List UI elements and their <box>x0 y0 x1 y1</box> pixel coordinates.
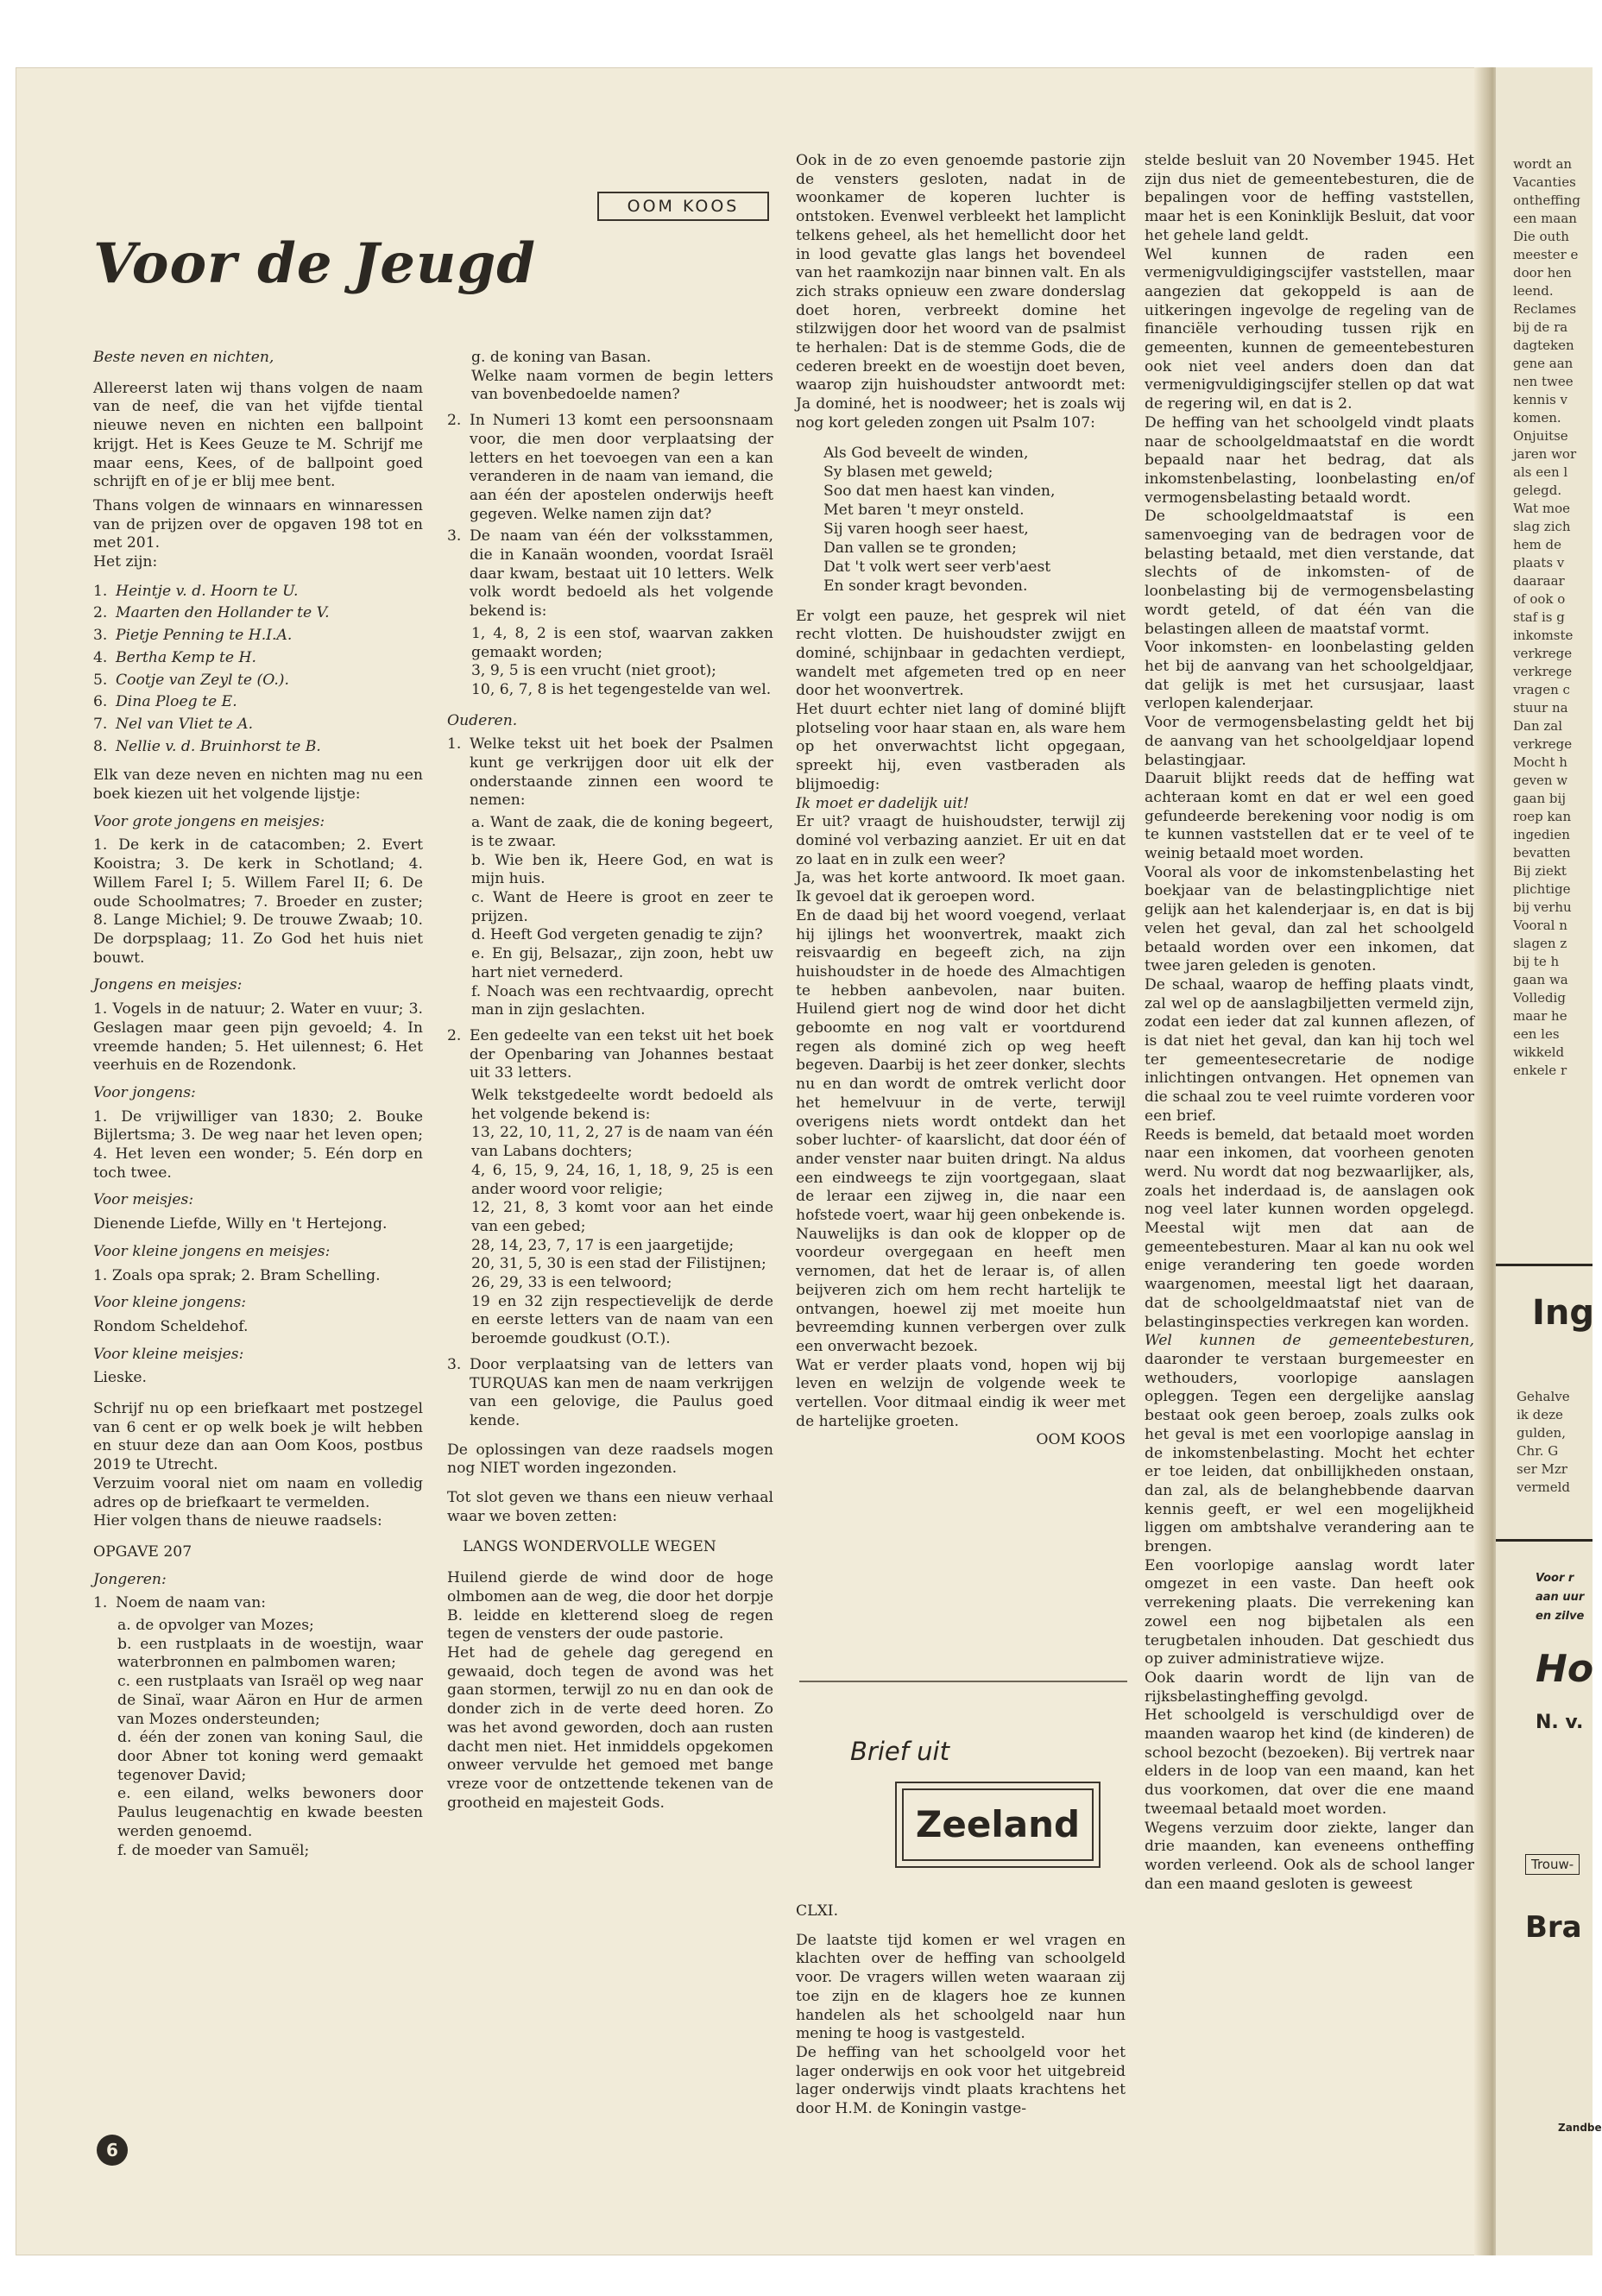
list-item: 28, 14, 23, 7, 17 is een jaargetijde; <box>471 1236 735 1254</box>
letter-paragraph: Daaruit blijkt reeds dat de heffing wat achteraan komt en dat er wel een goed gefundeerde berekening voor nodig is om te kunnen vaststellen dat er te veel of te weinig betaald moet worden. <box>1145 770 1474 863</box>
adjacent-page-line: een maan <box>1513 211 1577 226</box>
adjacent-page-line: wordt an <box>1513 156 1573 172</box>
story-paragraph: En de daad bij het woord voegend, verlaat hij ijlings het woonvertrek, maakt zich reisvaardig en begeeft zich, na zijn huishoudster in de hoede des Almachtigen te hebben aanbevolen, naar buiten. Huilend giert nog de wind door het dicht geboomte en nog valt er voortdurend regen als dominé zich op weg heeft begeven. Daarbij is het zeer donker, slechts nu en dan wordt de omtrek verlicht door het hemelvuur in de verte, terwijl overigens niets wordt ontdekt dan het sober luchter- of kaarslicht, dat door één of ander venster naar buiten dringt. Na aldus een eindweegs te zijn voortgegaan, slaat de leraar een zijweg in, die naar een hofstede voert, waar hij geen onbekende is. Nauwelijks is dan ook de klopper op de voordeur overgegaan en heeft men vernomen, dat het de leraar is, of allen beijveren zich om hem recht hartelijk te ontvangen, hoewel zij met moeite hun bevreemding kunnen verbergen over zulk een onverwacht bezoek. <box>796 906 1126 1355</box>
list-item: 1. Heintje v. d. Hoorn te U. <box>93 582 299 600</box>
list-item: e. En gij, Belsazar,, zijn zoon, hebt uw hart niet vernederd. <box>471 945 773 981</box>
question-list <box>447 1356 773 1431</box>
adjacent-page-line: staf is g <box>1513 609 1565 625</box>
adjacent-page-line: Onjuitse <box>1513 428 1568 444</box>
list-item: 6. Dina Ploeg te E. <box>93 693 237 711</box>
ad-line: aan uur <box>1536 1591 1585 1604</box>
winners-label: Het zijn: <box>93 553 158 571</box>
list-item: b. een rustplaats in de woestijn, waar waterbronnen en palmbomen waren; <box>117 1635 423 1672</box>
adjacent-page-line: verkrege <box>1513 736 1573 752</box>
poem-line: Dat 't volk wert seer verb'aest <box>823 558 1051 576</box>
adjacent-page-line: Dan zal <box>1513 718 1563 734</box>
story-title: LANGS WONDERVOLLE WEGEN <box>463 1538 716 1556</box>
adjacent-page-line: hem de <box>1513 537 1562 552</box>
list-item: 3. Pietje Penning te H.I.A. <box>93 627 293 645</box>
adjacent-page-line: stuur na <box>1513 700 1568 716</box>
list-item: 12, 21, 8, 3 komt voor aan het einde van een gebed; <box>471 1199 773 1235</box>
adjacent-page-line: Die outh <box>1513 229 1569 244</box>
adjacent-page-line: gaan wa <box>1513 972 1568 987</box>
adjacent-page-line: verkrege <box>1513 646 1573 661</box>
column-label: OOM KOOS <box>597 192 769 221</box>
list-item: 3, 9, 5 is een vrucht (niet groot); <box>471 662 716 680</box>
letter-paragraph: Ook daarin wordt de lijn van de rijksbelastingheffing gevolgd. <box>1145 1668 1474 1706</box>
ad-rule <box>1496 1539 1593 1542</box>
adjacent-page-line: bij de ra <box>1513 319 1568 335</box>
list-item: 4, 6, 15, 9, 24, 16, 1, 18, 9, 25 is een ander woord voor religie; <box>471 1161 773 1198</box>
adjacent-page-line: Reclames <box>1513 301 1577 317</box>
adjacent-page-line: Bij ziekt <box>1513 863 1567 879</box>
story-paragraph: Het had de gehele dag geregend en gewaaid, doch tegen de avond was het gaan stormen, terwijl zo nu en dan ook de donder zich in de verte deed horen. Zo was het avond geworden, doch aan rusten dacht men niet. Het inmiddels opgekomen onweer vervulde het gemoed met bange vreze voor de ontzettende tekenen van de grootheid en majesteit Gods. <box>447 1644 773 1812</box>
ad-line: en zilve <box>1536 1610 1585 1623</box>
roman-numeral: CLXI. <box>796 1902 839 1920</box>
list-item: 8. Nellie v. d. Bruinhorst te B. <box>93 737 321 755</box>
ouderen-heading: Ouderen. <box>447 711 518 729</box>
column-2 <box>447 349 773 1818</box>
book-group-heading: Jongens en meisjes: <box>93 976 243 994</box>
adjacent-page-line: bij te h <box>1513 954 1560 969</box>
question-subitems <box>117 1617 423 1860</box>
book-group-text: Dienende Liefde, Willy en 't Hertejong. <box>93 1215 388 1233</box>
adjacent-page-line: plichtige <box>1513 881 1571 897</box>
ad-line: gulden, <box>1517 1425 1566 1441</box>
list-item: 3. Door verplaatsing van de letters van TURQUAS kan men de naam verkrijgen van een gelovige, die Paulus goed kende. <box>447 1355 773 1429</box>
story-paragraph: Er volgt een pauze, het gesprek wil niet recht vlotten. De huishoudster zwijgt en dominé, schijnbaar in gedachten verdiept, wandelt met afgemeten tred op en neer door het woonvertrek. <box>796 607 1126 700</box>
book-group-heading: Voor jongens: <box>93 1083 196 1101</box>
ad-text: N. v. <box>1536 1712 1584 1733</box>
column-3-letter <box>796 1902 1126 2124</box>
adjacent-page-line: bevatten <box>1513 845 1571 861</box>
ad-text <box>1517 1388 1570 1497</box>
adjacent-page-text <box>1513 155 1580 1080</box>
book-group-text: 1. De vrijwilliger van 1830; 2. Bouke Bijlertsma; 3. De weg naar het leven open; 4. Het leven een wonder; 5. Eén dorp en toch twee. <box>93 1107 423 1182</box>
brief-uit-heading: Brief uit <box>850 1737 949 1766</box>
adjacent-page-line: wikkeld <box>1513 1044 1565 1060</box>
list-item: Welke naam vormen de begin letters van bovenbedoelde namen? <box>471 367 773 404</box>
ad-line: Gehalve <box>1517 1389 1570 1404</box>
list-item: 5. Cootje van Zeyl te (O.). <box>93 671 289 689</box>
adjacent-page-line: door hen <box>1513 265 1572 281</box>
list-item: 4. Bertha Kemp te H. <box>93 648 257 666</box>
list-item: a. de opvolger van Mozes; <box>117 1617 314 1635</box>
book-group-heading: Voor kleine jongens en meisjes: <box>93 1242 331 1260</box>
ad-heading: Ing <box>1532 1293 1594 1333</box>
list-item: 7. Nel van Vliet te A. <box>93 715 254 733</box>
ad-line: vermeld <box>1517 1479 1571 1495</box>
ad-text: Trouw- <box>1525 1854 1580 1875</box>
poem-line: Soo dat men haest kan vinden, <box>823 482 1056 500</box>
poem-line: Sij varen hoogh seer haest, <box>823 520 1029 538</box>
list-item: 2. In Numeri 13 komt een persoonsnaam voor, die men door verplaatsing der letters en het toevoegen van een a kan veranderen in de naam van iemand, die aan één der apostelen onderwijs heeft gegeven. Welke namen zijn dat? <box>447 412 773 523</box>
adjacent-page-line: Wat moe <box>1513 501 1570 516</box>
adjacent-page-line: nen twee <box>1513 374 1574 389</box>
opgave-heading: OPGAVE 207 <box>93 1542 192 1561</box>
list-item: b. Wie ben ik, Heere God, en wat is mijn huis. <box>471 851 773 888</box>
adjacent-page-line: Mocht h <box>1513 754 1567 770</box>
letter-paragraph: De heffing van het schoolgeld voor het lager onderwijs en ook voor het uitgebreid lager onderwijs vindt plaats krachtens het door H.M. de Koningin vastge- <box>796 2043 1126 2118</box>
jongeren-heading: Jongeren: <box>93 1570 167 1588</box>
letter-paragraph <box>1145 1332 1474 1556</box>
adjacent-page <box>1496 67 1602 2255</box>
section-divider <box>799 1681 1127 1682</box>
adjacent-page-line: leend. <box>1513 283 1554 299</box>
adjacent-page-line: gelegd. <box>1513 483 1562 498</box>
adjacent-page-line: dagteken <box>1513 337 1574 353</box>
question-list <box>447 735 773 811</box>
ad-line: Voor r <box>1536 1572 1574 1585</box>
book-group-text: 1. Zoals opa sprak; 2. Bram Schelling. <box>93 1266 381 1284</box>
list-item: 2. Maarten den Hollander te V. <box>93 604 330 622</box>
poem-line: En sonder kragt bevonden. <box>823 577 1028 595</box>
adjacent-page-line: ontheffing <box>1513 192 1580 208</box>
list-item: e. een eiland, welks bewoners door Paulus leugenachtig en kwade beesten werden genoemd. <box>117 1785 423 1840</box>
adjacent-page-line: maar he <box>1513 1008 1567 1024</box>
question-subitems <box>471 349 773 405</box>
book-group-text: 1. Vogels in de natuur; 2. Water en vuur; 3. Geslagen maar geen pijn gevoeld; 4. In vreemde handen; 5. Het uilennest; 6. Het veerhuis en de Rozendonk. <box>93 1000 423 1075</box>
story-paragraph: Ook in de zo even genoemde pastorie zijn de vensters gesloten, nadat in de woonkamer de koperen luchter is ontstoken. Evenwel verbleekt het lamplicht telkens geheel, als het hemellicht door het in lood gevatte glas langs het bovendeel van het raamkozijn naar binnen valt. En als zich straks opnieuw een zware donderslag doet horen, verbreekt domine het stilzwijgen door het woord van de psalmist te herhalen: Dat is de stemme Gods, die de cederen breekt en de woestijn doet beven, waarop zijn huishoudster antwoordt met: Ja dominé, het is noodweer; het is zoals wij nog kort geleden zongen uit Psalm 107: <box>796 152 1126 432</box>
adjacent-page-line: of ook o <box>1513 591 1566 607</box>
paragraph-text: daaronder te verstaan burgemeester en wethouders, voorlopige aanslagen opleggen. Tegen een dergelijke aanslag bestaat ook geen beroep, zoals zulks ook het geval is met een voorlopige aanslag in de inkomstenbelasting. Mocht het echter er toe leiden, dat onbillijkheden onstaan, dan zal, als de belanghebbende daarvan kennis geeft, er wel een mogelijkheid liggen om ambtshalve verandering aan te brengen. <box>1145 1351 1474 1556</box>
question-list <box>447 412 773 621</box>
adjacent-page-line: slagen z <box>1513 936 1567 951</box>
story-paragraph: Er uit? vraagt de huishoudster, terwijl zij dominé vol verbazing aanziet. Er uit en dat zo laat en in zulk een weer? <box>796 813 1126 868</box>
list-item: 20, 31, 5, 30 is een stad der Filistijnen; <box>471 1255 766 1273</box>
book-group-heading: Voor kleine meisjes: <box>93 1345 244 1363</box>
ad-heading: Bra <box>1525 1910 1582 1945</box>
question-subitems <box>471 814 773 1020</box>
book-group-text: Lieske. <box>93 1369 147 1387</box>
poem-line: Sy blasen met geweld; <box>823 463 993 481</box>
letter-paragraph: Wegens verzuim door ziekte, langer dan drie maanden, kan eveneens ontheffing worden verleend. Ook als de school langer dan een maand gesloten is geweest <box>1145 1819 1474 1893</box>
ad-line: ser Mzr <box>1517 1461 1567 1477</box>
adjacent-page-line: Vooral n <box>1513 918 1567 933</box>
book-group-heading: Voor grote jongens en meisjes: <box>93 812 325 830</box>
ad-rule <box>1496 1264 1593 1266</box>
book-group-heading: Voor meisjes: <box>93 1191 194 1209</box>
zeeland-heading: Zeeland <box>902 1788 1094 1861</box>
ad-text: Zandbe <box>1558 2122 1602 2134</box>
poem-line: Met baren 't meyr onsteld. <box>823 501 1025 519</box>
list-item: 3. De naam van één der volksstammen, die in Kanaän woonden, voordat Israël daar kwam, bestaat uit 10 letters. Welk volk wordt bedoeld als het volgende bekend is: <box>447 527 773 621</box>
list-item: 2. Een gedeelte van een tekst uit het boek der Openbaring van Johannes bestaat uit 33 letters. <box>447 1026 773 1082</box>
letter-paragraph: De schaal, waarop de heffing plaats vindt, zal wel op de aanslagbiljetten vermeld zijn, zodat een ieder dat zal kunnen aflezen, of is dat niet het geval, dan kan hij toch wel ter gemeentesecretarie de nodige inlichtingen ontvangen. Het opnemen van die schaal zou te veel ruimte vorderen voor een brief. <box>1145 975 1474 1125</box>
adjacent-page-line: Vacanties <box>1513 174 1576 190</box>
story-paragraph: Ja, was het korte antwoord. Ik moet gaan. Ik gevoel dat ik geroepen word. <box>796 869 1126 906</box>
ad-logo: Ho <box>1536 1647 1594 1691</box>
list-item: 1. Welke tekst uit het boek der Psalmen kunt ge verkrijgen door uit elk der onderstaande zinnen een woord te nemen: <box>447 735 773 810</box>
question-subitems <box>471 1087 773 1349</box>
ad-line: Chr. G <box>1517 1443 1559 1459</box>
adjacent-page-line: meester e <box>1513 247 1579 262</box>
question-list <box>93 1594 423 1613</box>
poem-line: Dan vallen se te gronden; <box>823 539 1017 557</box>
page-title: Voor de Jeugd <box>93 231 536 296</box>
letter-paragraph: Het schoolgeld is verschuldigd over de maanden waarop het kind (de kinderen) de school bezocht (bezoeken). Bij vertrek naar elders in de loop van een maand, kan het dus voorkomen, dat over die ene maand tweemaal betaald moet worden. <box>1145 1706 1474 1818</box>
list-item: 10, 6, 7, 8 is het tegengestelde van wel. <box>471 680 772 698</box>
new-puzzles-intro: Hier volgen thans de nieuwe raadsels: <box>93 1512 382 1530</box>
adjacent-page-line: bij verhu <box>1513 899 1572 915</box>
adjacent-page-line: enkele r <box>1513 1063 1567 1078</box>
list-item: c. een rustplaats van Israël op weg naar de Sinaï, waar Aäron en Hur de armen van Mozes ondersteunden; <box>117 1673 423 1728</box>
list-item: 13, 22, 10, 11, 2, 27 is de naam van één van Labans dochters; <box>471 1124 773 1161</box>
adjacent-page-line: komen. <box>1513 410 1561 426</box>
letter-paragraph: Voor inkomsten- en loonbelasting gelden het bij de aanvang van het schoolgeldjaar, dat gelijk is met het cursusjaar, laast verlopen kalenderjaar. <box>1145 639 1474 713</box>
adjacent-page-line: gene aan <box>1513 356 1574 371</box>
adjacent-page-line: plaats v <box>1513 555 1565 571</box>
list-item: d. één der zonen van koning Saul, die door Abner tot koning werd gemaakt tegenover David; <box>117 1729 423 1784</box>
story-paragraph: Het duurt echter niet lang of dominé blijft plotseling voor haar staan en, als ware hem op het onverwachtst licht opgegaan, spreekt hij, even vastberaden als blijmoedig: <box>796 701 1126 793</box>
list-item: 26, 29, 33 is een telwoord; <box>471 1274 672 1292</box>
letter-paragraph: Reeds is bemeld, dat betaald moet worden naar een inkomen, dat voorheen genoten werd. Nu wordt dat nog bezwaarlijker, als, zoals het inderdaad is, de aanslagen ook nog veel later kunnen worden opgelegd. Meestal wijt men dat aan de gemeentebesturen. Maar al kan nu ook wel enige verandering ten goede worden waargenomen, meestal ligt het daaraan, dat de schoolgeldmaatstaf niet van de belastinginspecties verkregen kan worden. <box>1145 1126 1474 1331</box>
list-item: 1, 4, 8, 2 is een stof, waarvan zakken gemaakt worden; <box>471 624 773 661</box>
story-paragraph: Wat er verder plaats vond, hopen wij bij leven en welzijn de volgende week te vertellen. Voor ditmaal eindig ik weer met de hartelijke groeten. <box>796 1356 1126 1430</box>
signature: OOM KOOS <box>1036 1431 1126 1449</box>
winners-intro: Thans volgen de winnaars en winnaressen van de prijzen over de opgaven 198 tot en met 201. <box>93 496 423 552</box>
letter-paragraph: stelde besluit van 20 November 1945. Het zijn dus niet de gemeentebesturen, die de bepalingen voor de heffing vaststellen, maar het is een Koninklijk Besluit, dat voor het gehele land geldt. <box>1145 152 1474 244</box>
adjacent-page-line: verkrege <box>1513 664 1573 679</box>
question-subitems <box>471 625 773 700</box>
list-item: 19 en 32 zijn respectievelijk de derde en eerste letters van de naam van een beroemde goudkust (O.T.). <box>471 1292 773 1348</box>
letter-paragraph: Een voorlopige aanslag wordt later omgezet in een vaste. Dan heeft ook verrekening plaats. Die verrekening kan zowel een nog bijbetalen als een terugbetalen inhouden. Dat geschiedt dus op zuiver administratieve wijze. <box>1145 1556 1474 1668</box>
letter-paragraph: De laatste tijd komen er wel vragen en klachten over de heffing van schoolgeld voor. De vragers willen weten waaraan zij toe zijn en de klagers hoe ze kunnen handelen als het schoolgeld naar hun mening te hoog is vastgesteld. <box>796 1931 1126 2043</box>
letter-paragraph: De schoolgeldmaatstaf is een samenvoeging van de bedragen voor de belasting betaald, met dien verstande, dat slechts of de inkomsten- of de loonbelasting bij de vermogensbelasting wordt geteld, of dat één van die belastingen alleen de maatstaf vormt. <box>1145 508 1474 638</box>
story-quote: Ik moet er dadelijk uit! <box>796 794 969 812</box>
greeting: Beste neven en nichten, <box>93 349 274 366</box>
list-item: 1. Noem de naam van: <box>93 1594 267 1612</box>
ad-line: ik deze <box>1517 1407 1563 1422</box>
adjacent-page-line: inkomste <box>1513 628 1574 643</box>
poem-line: Als God beveelt de winden, <box>823 444 1029 462</box>
instructions-paragraph: Schrijf nu op een briefkaart met postzegel van 6 cent er op welk boek je wilt hebben en stuur deze dan aan Oom Koos, postbus 2019 te Utrecht. <box>93 1400 423 1474</box>
book-group-heading: Voor kleine jongens: <box>93 1294 247 1312</box>
ad-text <box>1536 1569 1584 1626</box>
choose-paragraph: Elk van deze neven en nichten mag nu een boek kiezen uit het volgende lijstje: <box>93 766 423 804</box>
list-item: f. de moeder van Samuël; <box>117 1841 310 1859</box>
italic-lead: Wel kunnen de gemeentebesturen, <box>1145 1332 1474 1350</box>
adjacent-page-line: als een l <box>1513 464 1568 480</box>
intro-paragraph: Allereerst laten wij thans volgen de naam van de neef, die van het vijfde tiental nieuwe neven en nichten een ballpoint krijgt. Het is Kees Geuze te M. Schrijf me maar eens, Kees, of de ballpoint goed schrijft en of je er blij mee bent. <box>93 379 423 491</box>
adjacent-page-line: gaan bij <box>1513 791 1566 806</box>
letter-paragraph: Wel kunnen de raden een vermenigvuldigingscijfer vaststellen, maar aangezien dat gekoppeld is aan de uitkeringen ingevolge de regeling van de financiële verhouding tussen rijk en gemeenten, kunnen de gemeentebesturen ook niet veel anders doen dan dat vermenigvuldigingscijfer stellen op dat wat de regering wil, en dat is 2. <box>1145 245 1474 413</box>
winners-list <box>93 583 423 757</box>
adjacent-page-line: vragen c <box>1513 682 1570 697</box>
reminder-paragraph: Verzuim vooral niet om naam en volledig adres op de briefkaart te vermelden. <box>93 1474 423 1511</box>
list-item: f. Noach was een rechtvaardig, oprecht man in zijn geslachten. <box>471 982 773 1019</box>
letter-paragraph: De heffing van het schoolgeld vindt plaats naar de schoolgeldmaatstaf en die wordt bepaald naar het bedrag, dat als inkomstenbelasting, loonbelasting en/of vermogensbelasting betaald wordt. <box>1145 413 1474 507</box>
column-4 <box>1145 152 1474 1894</box>
book-group-text: 1. De kerk in de catacomben; 2. Evert Kooistra; 3. De kerk in Schotland; 4. Willem Farel I; 5. Willem Farel II; 6. De oude Schoolmatres; 7. Broeder en zuster; 8. Lange Michiel; 9. De trouwe Zwaab; 10. De dorpsplaag; 11. Zo God het huis niet bouwt. <box>93 836 423 967</box>
question-list <box>447 1027 773 1083</box>
adjacent-page-line: daaraar <box>1513 573 1565 589</box>
book-group-text: Rondom Scheldehof. <box>93 1317 249 1335</box>
letter-paragraph: Voor de vermogensbelasting geldt het bij de aanvang van het schoolgeldjaar lopend belastingjaar. <box>1145 714 1474 769</box>
story-paragraph: Huilend gierde de wind door de hoge olmbomen aan de weg, die door het dorpje B. leidde en kletterend sloeg de regen tegen de vensters der oude pastorie. <box>447 1569 773 1643</box>
psalm-poem <box>823 444 1126 596</box>
list-item: d. Heeft God vergeten genadig te zijn? <box>471 926 763 944</box>
list-item: a. Want de zaak, die de koning begeert, is te zwaar. <box>471 814 773 850</box>
adjacent-page-line: een les <box>1513 1026 1560 1042</box>
list-item: c. Want de Heere is groot en zeer te prijzen. <box>471 888 773 925</box>
solutions-note: De oplossingen van deze raadsels mogen nog NIET worden ingezonden. <box>447 1441 773 1478</box>
page-number: 6 <box>97 2135 128 2166</box>
letter-paragraph: Vooral als voor de inkomstenbelasting het boekjaar van de belastingplichtige niet gelijk aan het kalenderjaar is, en dat is bij velen het geval, dan zal het schoolgeld betaald worden over een inkomen, dat twee jaren geleden is genoten. <box>1145 863 1474 975</box>
adjacent-page-line: ingedien <box>1513 827 1570 842</box>
closing-note: Tot slot geven we thans een nieuw verhaal waar we boven zetten: <box>447 1489 773 1525</box>
adjacent-page-line: kennis v <box>1513 392 1568 407</box>
adjacent-page-line: geven w <box>1513 773 1568 788</box>
adjacent-page-line: jaren wor <box>1513 446 1577 462</box>
column-1 <box>93 349 423 1860</box>
adjacent-page-line: slag zich <box>1513 519 1571 534</box>
column-3 <box>796 152 1126 1455</box>
adjacent-page-line: Volledig <box>1513 990 1566 1006</box>
adjacent-page-line: roep kan <box>1513 809 1572 824</box>
list-item: Welk tekstgedeelte wordt bedoeld als het volgende bekend is: <box>471 1087 773 1123</box>
list-item: g. de koning van Basan. <box>471 349 652 366</box>
